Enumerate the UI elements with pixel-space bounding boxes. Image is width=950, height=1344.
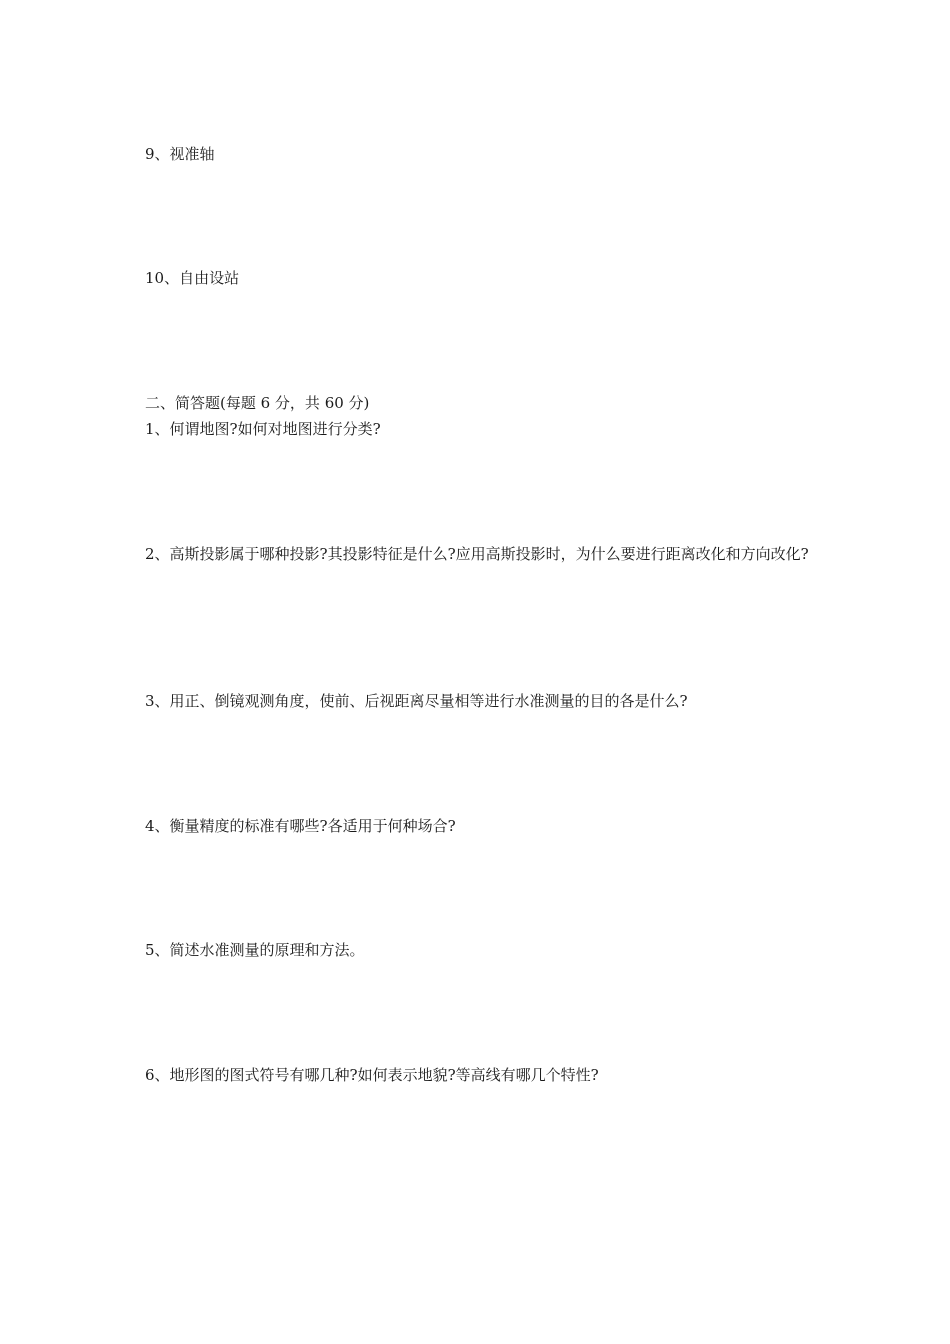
question-6: 6、地形图的图式符号有哪几种?如何表示地貌?等高线有哪几个特性? (145, 1066, 599, 1084)
term-10: 10、自由设站 (145, 269, 240, 287)
question-1: 1、何谓地图?如何对地图进行分类? (145, 420, 381, 438)
question-3: 3、用正、倒镜观测角度，使前、后视距离尽量相等进行水准测量的目的各是什么? (145, 692, 688, 710)
term-9: 9、视准轴 (145, 145, 215, 163)
question-2: 2、高斯投影属于哪种投影?其投影特征是什么?应用高斯投影时，为什么要进行距离改化和方向改化? (145, 545, 809, 563)
section-heading: 二、简答题(每题 6 分，共 60 分) (145, 394, 370, 412)
question-5: 5、简述水准测量的原理和方法。 (145, 941, 365, 959)
question-4: 4、衡量精度的标准有哪些?各适用于何种场合? (145, 817, 456, 835)
